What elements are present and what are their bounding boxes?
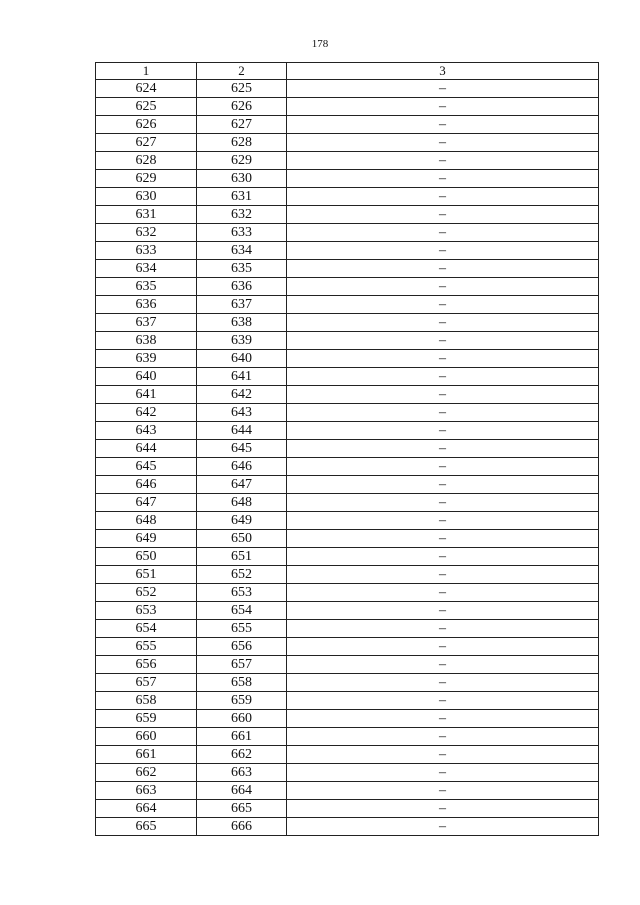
table-row: [96, 386, 599, 404]
table-cell: 662: [96, 764, 197, 782]
table-cell: –: [287, 386, 599, 404]
table-cell: 649: [96, 530, 197, 548]
table-cell: 630: [96, 188, 197, 206]
table-cell: 647: [96, 494, 197, 512]
table-cell: 648: [96, 512, 197, 530]
table-cell: –: [287, 188, 599, 206]
table-row: [96, 440, 599, 458]
table-cell: 644: [197, 422, 287, 440]
table-cell: 649: [197, 512, 287, 530]
table-row: [96, 530, 599, 548]
table-row: [96, 782, 599, 800]
table-row: [96, 764, 599, 782]
table-body: [96, 80, 599, 836]
table-row: [96, 170, 599, 188]
table-cell: 627: [96, 134, 197, 152]
table-row: [96, 98, 599, 116]
table-cell: 632: [197, 206, 287, 224]
table-row: [96, 548, 599, 566]
table-cell: –: [287, 314, 599, 332]
table-cell: 659: [96, 710, 197, 728]
table-row: [96, 116, 599, 134]
table-row: [96, 350, 599, 368]
table-cell: 635: [197, 260, 287, 278]
table-cell: –: [287, 476, 599, 494]
table-row: [96, 584, 599, 602]
table-cell: 635: [96, 278, 197, 296]
table-row: [96, 566, 599, 584]
table-cell: –: [287, 332, 599, 350]
table-cell: 634: [96, 260, 197, 278]
table-row: [96, 620, 599, 638]
table-row: [96, 512, 599, 530]
table-cell: –: [287, 368, 599, 386]
table-cell: 655: [197, 620, 287, 638]
table-cell: 665: [197, 800, 287, 818]
table-cell: 646: [96, 476, 197, 494]
table-cell: 664: [96, 800, 197, 818]
table-cell: 653: [197, 584, 287, 602]
table-cell: –: [287, 566, 599, 584]
table-cell: 657: [197, 656, 287, 674]
table-row: [96, 656, 599, 674]
table-cell: 665: [96, 818, 197, 836]
table-cell: –: [287, 422, 599, 440]
table-cell: 650: [197, 530, 287, 548]
table-row: [96, 134, 599, 152]
table-cell: –: [287, 638, 599, 656]
table-cell: –: [287, 242, 599, 260]
table-row: [96, 152, 599, 170]
table-cell: 646: [197, 458, 287, 476]
table-cell: –: [287, 764, 599, 782]
table-cell: 639: [96, 350, 197, 368]
table-cell: 663: [197, 764, 287, 782]
table-cell: 656: [197, 638, 287, 656]
table-cell: 639: [197, 332, 287, 350]
table-cell: 650: [96, 548, 197, 566]
table-row: [96, 602, 599, 620]
table-cell: 642: [96, 404, 197, 422]
table-row: [96, 458, 599, 476]
table-cell: 644: [96, 440, 197, 458]
table-cell: 630: [197, 170, 287, 188]
table-cell: 633: [96, 242, 197, 260]
table-cell: 638: [197, 314, 287, 332]
table-cell: –: [287, 710, 599, 728]
table-cell: 643: [197, 404, 287, 422]
table-cell: 640: [96, 368, 197, 386]
table-cell: –: [287, 530, 599, 548]
table-cell: 634: [197, 242, 287, 260]
table-cell: –: [287, 800, 599, 818]
table-cell: 642: [197, 386, 287, 404]
table-cell: 663: [96, 782, 197, 800]
table-row: [96, 332, 599, 350]
table-cell: –: [287, 620, 599, 638]
table-cell: 653: [96, 602, 197, 620]
table-row: [96, 404, 599, 422]
table-cell: 651: [197, 548, 287, 566]
table-cell: 654: [197, 602, 287, 620]
table-cell: –: [287, 818, 599, 836]
table-cell: 629: [197, 152, 287, 170]
page-number: 178: [311, 38, 329, 50]
table-cell: 628: [96, 152, 197, 170]
table-cell: 662: [197, 746, 287, 764]
table-cell: –: [287, 206, 599, 224]
table-row: [96, 818, 599, 836]
table-row: [96, 638, 599, 656]
table-cell: 661: [96, 746, 197, 764]
table-cell: 660: [96, 728, 197, 746]
table-row: [96, 368, 599, 386]
table-cell: –: [287, 98, 599, 116]
table-cell: 652: [197, 566, 287, 584]
table-cell: 659: [197, 692, 287, 710]
table-cell: 638: [96, 332, 197, 350]
table-cell: 645: [96, 458, 197, 476]
table-header: [96, 63, 599, 80]
table-cell: –: [287, 728, 599, 746]
table-cell: –: [287, 224, 599, 242]
table-cell: 626: [96, 116, 197, 134]
table-cell: –: [287, 692, 599, 710]
table-row: [96, 260, 599, 278]
table-cell: –: [287, 674, 599, 692]
table-cell: 652: [96, 584, 197, 602]
table-cell: 648: [197, 494, 287, 512]
table-cell: –: [287, 512, 599, 530]
table-cell: 629: [96, 170, 197, 188]
table-cell: 626: [197, 98, 287, 116]
column-header: 1: [96, 63, 197, 80]
table-row: [96, 296, 599, 314]
table-cell: –: [287, 134, 599, 152]
table-row: [96, 80, 599, 98]
table-cell: 641: [96, 386, 197, 404]
table-row: [96, 710, 599, 728]
table-cell: –: [287, 116, 599, 134]
table-row: [96, 494, 599, 512]
table-cell: –: [287, 350, 599, 368]
table-row: [96, 692, 599, 710]
table-cell: 627: [197, 116, 287, 134]
table-cell: 636: [197, 278, 287, 296]
column-header: 2: [197, 63, 287, 80]
table-cell: 625: [96, 98, 197, 116]
table-cell: 643: [96, 422, 197, 440]
table-cell: 658: [96, 692, 197, 710]
table-row: [96, 314, 599, 332]
table-row: [96, 476, 599, 494]
table-cell: 658: [197, 674, 287, 692]
table-cell: 640: [197, 350, 287, 368]
table-cell: –: [287, 80, 599, 98]
table-cell: 624: [96, 80, 197, 98]
table-cell: –: [287, 296, 599, 314]
table-row: [96, 188, 599, 206]
table-cell: 660: [197, 710, 287, 728]
table-header-row: [96, 63, 599, 80]
table-cell: 654: [96, 620, 197, 638]
table-row: [96, 278, 599, 296]
table-cell: –: [287, 746, 599, 764]
table-cell: –: [287, 278, 599, 296]
table-cell: –: [287, 458, 599, 476]
table-row: [96, 206, 599, 224]
data-table: [95, 62, 599, 836]
table-cell: –: [287, 260, 599, 278]
column-header: 3: [287, 63, 599, 80]
table-cell: 631: [96, 206, 197, 224]
table-row: [96, 800, 599, 818]
table-cell: –: [287, 584, 599, 602]
table-cell: 656: [96, 656, 197, 674]
table-cell: 636: [96, 296, 197, 314]
table-cell: 641: [197, 368, 287, 386]
table-cell: 647: [197, 476, 287, 494]
table-row: [96, 746, 599, 764]
table-cell: 633: [197, 224, 287, 242]
table-cell: –: [287, 404, 599, 422]
table-row: [96, 422, 599, 440]
table-cell: 631: [197, 188, 287, 206]
table-cell: –: [287, 170, 599, 188]
table-cell: –: [287, 602, 599, 620]
table-cell: 625: [197, 80, 287, 98]
table-cell: 661: [197, 728, 287, 746]
table-row: [96, 674, 599, 692]
table-cell: 657: [96, 674, 197, 692]
table-row: [96, 224, 599, 242]
table-cell: 628: [197, 134, 287, 152]
table-row: [96, 728, 599, 746]
table-cell: 666: [197, 818, 287, 836]
table-cell: 645: [197, 440, 287, 458]
table-cell: 655: [96, 638, 197, 656]
table-cell: –: [287, 548, 599, 566]
table-cell: 664: [197, 782, 287, 800]
table-cell: 651: [96, 566, 197, 584]
table-cell: –: [287, 782, 599, 800]
table-cell: –: [287, 494, 599, 512]
table-cell: –: [287, 656, 599, 674]
table-cell: 637: [96, 314, 197, 332]
table-cell: 632: [96, 224, 197, 242]
table-cell: –: [287, 440, 599, 458]
table-row: [96, 242, 599, 260]
table-cell: –: [287, 152, 599, 170]
table-cell: 637: [197, 296, 287, 314]
